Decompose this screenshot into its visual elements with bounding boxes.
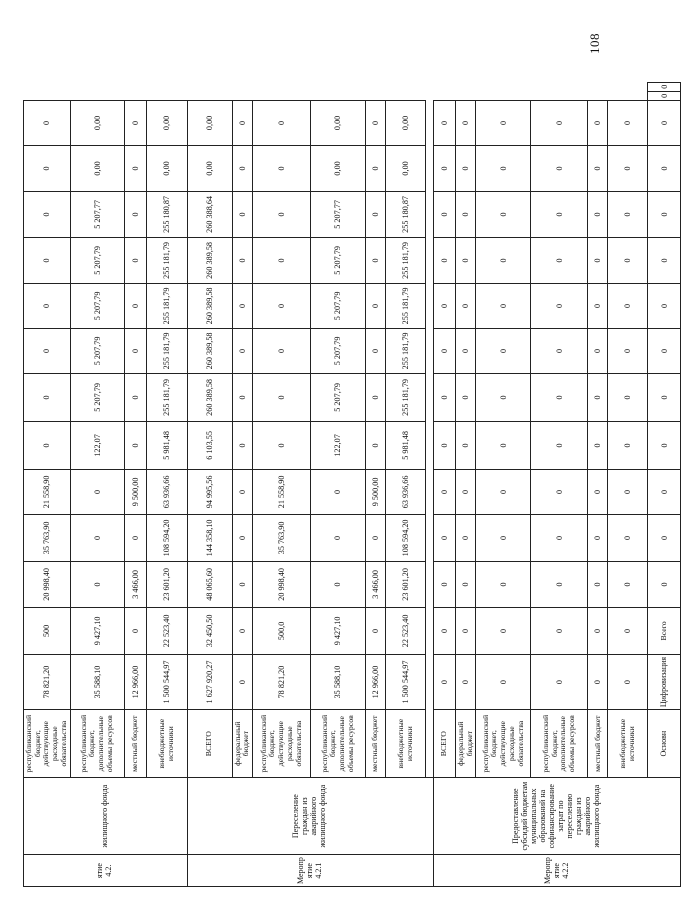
table-row xyxy=(608,82,648,886)
value-cell: 0 xyxy=(648,561,681,607)
value-cell: 0 xyxy=(608,283,648,328)
value-cell: 32 450,50 xyxy=(187,607,232,654)
value-cell: 0 xyxy=(588,561,608,607)
value-cell: 0 xyxy=(456,421,476,469)
value-cell: 0 xyxy=(588,469,608,514)
value-cell: 0 xyxy=(531,237,588,283)
value-cell: 94 995,56 xyxy=(187,469,232,514)
value-cell: 0 xyxy=(648,283,681,328)
label-cell xyxy=(426,100,434,777)
value-cell: 12 966,00 xyxy=(366,654,386,709)
value-cell: 9 427,10 xyxy=(70,607,124,654)
value-cell: 5 981,48 xyxy=(146,421,187,469)
value-cell: 0,00 xyxy=(386,100,426,145)
value-cell: 500,0 xyxy=(253,607,311,654)
value-cell: 0 xyxy=(531,469,588,514)
value-cell: 0 xyxy=(434,373,456,421)
label-cell: Меропр ятие 4.2.2 xyxy=(434,855,681,887)
table-row xyxy=(456,82,476,886)
value-cell: 260 389,58 xyxy=(187,283,232,328)
value-cell: 0 xyxy=(531,607,588,654)
source-cell: федеральный бюджет xyxy=(456,710,476,778)
value-cell: 22 523,40 xyxy=(146,607,187,654)
value-cell: 0 xyxy=(456,328,476,373)
label-cell: жилищного фонда xyxy=(24,778,188,855)
value-cell: 0 xyxy=(232,654,252,709)
value-cell: 23 601,20 xyxy=(146,561,187,607)
value-cell: 255 181,79 xyxy=(386,237,426,283)
value-cell: 0 xyxy=(434,145,456,191)
value-cell: 0 xyxy=(366,237,386,283)
value-cell: 0 xyxy=(476,373,531,421)
value-cell: 0,00 xyxy=(311,145,366,191)
value-cell: 0 xyxy=(434,561,456,607)
value-cell: 0 xyxy=(366,328,386,373)
value-cell: 0 xyxy=(456,100,476,145)
value-cell: 0 xyxy=(456,145,476,191)
value-cell: 0 xyxy=(456,469,476,514)
value-cell: 0 xyxy=(232,561,252,607)
value-cell: 0 xyxy=(253,191,311,237)
budget-table xyxy=(23,82,681,887)
value-cell: 0 xyxy=(648,421,681,469)
value-cell: 0 xyxy=(70,514,124,561)
value-cell: 0 xyxy=(476,607,531,654)
value-cell: 5 207,79 xyxy=(70,328,124,373)
source-cell: республиканский бюджет, дополнительные объемы ресурсов xyxy=(531,710,588,778)
value-cell: 0 xyxy=(648,237,681,283)
label-cell: Переселение граждан из аварийного жилищного фонда xyxy=(187,778,433,855)
value-cell: 0 xyxy=(531,421,588,469)
value-cell: 0 xyxy=(588,283,608,328)
value-cell: 0 xyxy=(311,514,366,561)
value-cell: 0 xyxy=(608,421,648,469)
source-cell: республиканский бюджет, дополнительные объемы ресурсов xyxy=(70,710,124,778)
value-cell: 1 500 544,97 xyxy=(386,654,426,709)
value-cell: 0 xyxy=(311,469,366,514)
value-cell: 0 xyxy=(648,82,681,91)
value-cell: 12 966,00 xyxy=(124,654,146,709)
value-cell: 0 xyxy=(456,283,476,328)
value-cell: 0 xyxy=(588,237,608,283)
value-cell: 0 xyxy=(648,328,681,373)
table-row xyxy=(648,82,681,886)
value-cell: 0 xyxy=(232,100,252,145)
value-cell: 3 466,00 xyxy=(366,561,386,607)
value-cell: 0 xyxy=(232,421,252,469)
value-cell: 0 xyxy=(531,654,588,709)
value-cell: 0 xyxy=(456,191,476,237)
source-cell: местный бюджет xyxy=(124,710,146,778)
value-cell: 0 xyxy=(648,191,681,237)
value-cell: 0 xyxy=(476,283,531,328)
value-cell: 0 xyxy=(366,145,386,191)
value-cell: 9 427,10 xyxy=(311,607,366,654)
value-cell: 48 065,60 xyxy=(187,561,232,607)
value-cell: 5 207,79 xyxy=(311,237,366,283)
value-cell: 0 xyxy=(456,373,476,421)
value-cell: 0 xyxy=(608,328,648,373)
value-cell: 0 xyxy=(124,145,146,191)
value-cell: 255 181,79 xyxy=(146,328,187,373)
value-cell: 255 181,79 xyxy=(386,283,426,328)
value-cell: 0 xyxy=(366,514,386,561)
value-cell: 0 xyxy=(434,421,456,469)
value-cell: 0 xyxy=(608,469,648,514)
value-cell: 0 xyxy=(232,328,252,373)
table-row xyxy=(124,82,146,886)
value-cell: 5 207,79 xyxy=(311,328,366,373)
value-cell: 0 xyxy=(476,328,531,373)
value-cell: 78 821,20 xyxy=(24,654,71,709)
value-cell: 0 xyxy=(24,100,71,145)
table-row xyxy=(70,82,124,886)
value-cell: 35 588,10 xyxy=(70,654,124,709)
value-cell: 0 xyxy=(124,100,146,145)
value-cell: 21 558,90 xyxy=(253,469,311,514)
value-cell: 0 xyxy=(124,373,146,421)
value-cell: 0 xyxy=(588,607,608,654)
value-cell: 0 xyxy=(124,607,146,654)
value-cell: 0 xyxy=(366,421,386,469)
value-cell: 0 xyxy=(232,607,252,654)
label-cell: Основн xyxy=(648,710,681,778)
value-cell: 0 xyxy=(648,373,681,421)
value-cell: 20 998,40 xyxy=(253,561,311,607)
value-cell: 0 xyxy=(588,191,608,237)
value-cell: 0 xyxy=(608,607,648,654)
value-cell: 0,00 xyxy=(311,100,366,145)
value-cell: 63 936,66 xyxy=(146,469,187,514)
value-cell: 0 xyxy=(588,328,608,373)
source-cell: внебюджетные источники xyxy=(386,710,426,778)
value-cell: 0 xyxy=(232,283,252,328)
value-cell: 255 180,87 xyxy=(146,191,187,237)
source-cell: местный бюджет xyxy=(588,710,608,778)
value-cell: 0 xyxy=(456,514,476,561)
value-cell: 63 936,66 xyxy=(386,469,426,514)
value-cell: 0 xyxy=(608,373,648,421)
value-cell: 0 xyxy=(253,145,311,191)
value-cell: 0 xyxy=(608,561,648,607)
source-cell: ВСЕГО xyxy=(434,710,456,778)
value-cell: 260 389,58 xyxy=(187,328,232,373)
value-cell: 0 xyxy=(253,237,311,283)
table-row xyxy=(476,82,531,886)
value-cell: 20 998,40 xyxy=(24,561,71,607)
value-cell: 0 xyxy=(232,514,252,561)
table-body xyxy=(24,82,681,886)
value-cell: 5 207,79 xyxy=(70,373,124,421)
value-cell: 0 xyxy=(124,328,146,373)
value-cell: 144 358,10 xyxy=(187,514,232,561)
value-cell: 0 xyxy=(608,654,648,709)
value-cell: 0 xyxy=(476,654,531,709)
table-row xyxy=(386,82,426,886)
value-cell: 0 xyxy=(531,373,588,421)
value-cell: 255 181,79 xyxy=(386,328,426,373)
value-cell: 0 xyxy=(456,237,476,283)
value-cell: 0 xyxy=(588,145,608,191)
table-row xyxy=(434,82,456,886)
value-cell: 22 523,40 xyxy=(386,607,426,654)
value-cell: 0 xyxy=(366,191,386,237)
source-cell: ВСЕГО xyxy=(187,710,232,778)
value-cell: 0 xyxy=(366,607,386,654)
value-cell: 0 xyxy=(24,191,71,237)
source-cell: республиканский бюджет, дополнительные объемы ресурсов xyxy=(311,710,366,778)
table-row xyxy=(253,82,311,886)
value-cell: 0 xyxy=(24,145,71,191)
value-cell: 0 xyxy=(588,100,608,145)
value-cell: 0 xyxy=(531,145,588,191)
table-row xyxy=(588,82,608,886)
value-cell: 0 xyxy=(311,561,366,607)
value-cell: 0 xyxy=(456,654,476,709)
value-cell: 255 181,79 xyxy=(386,373,426,421)
value-cell: 122,07 xyxy=(70,421,124,469)
value-cell: 0 xyxy=(124,191,146,237)
value-cell: 0 xyxy=(476,100,531,145)
value-cell: 0 xyxy=(608,237,648,283)
value-cell: 0 xyxy=(434,100,456,145)
label-cell: Меропр ятие 4.2.1 xyxy=(187,855,433,887)
value-cell: 0 xyxy=(24,237,71,283)
value-cell: 5 207,79 xyxy=(311,283,366,328)
label-cell: Предоставление субсидий бюджетам муниципальных образований на софинансирование затрат по переселению граждан из аварийного жилищного фонда xyxy=(434,778,681,855)
value-cell: 0 xyxy=(124,237,146,283)
value-cell: 0 xyxy=(531,328,588,373)
value-cell: 0 xyxy=(648,145,681,191)
value-cell: 255 181,79 xyxy=(146,373,187,421)
table-row xyxy=(426,82,434,886)
value-cell: 0 xyxy=(434,469,456,514)
value-cell: 260 389,58 xyxy=(187,237,232,283)
table-row xyxy=(187,82,232,886)
value-cell: 0 xyxy=(253,328,311,373)
value-cell: 0 xyxy=(456,607,476,654)
value-cell: 260 388,64 xyxy=(187,191,232,237)
value-cell: 0 xyxy=(232,237,252,283)
value-cell: 0 xyxy=(608,514,648,561)
value-cell: 9 500,00 xyxy=(366,469,386,514)
value-cell: 0 xyxy=(434,237,456,283)
value-cell: 0,00 xyxy=(386,145,426,191)
page-number: 108 xyxy=(587,33,602,54)
source-cell: федеральный бюджет xyxy=(232,710,252,778)
value-cell: 0 xyxy=(434,654,456,709)
value-cell: 0 xyxy=(24,328,71,373)
value-cell: 0 xyxy=(608,145,648,191)
value-cell: 0 xyxy=(366,283,386,328)
source-cell: республиканский бюджет, действующие расходные обязательства xyxy=(24,710,71,778)
value-cell: 108 594,20 xyxy=(386,514,426,561)
value-cell: 5 207,77 xyxy=(70,191,124,237)
value-cell: 9 500,00 xyxy=(124,469,146,514)
value-cell: 0 xyxy=(232,469,252,514)
value-cell: 5 207,79 xyxy=(70,237,124,283)
value-cell: 0 xyxy=(648,469,681,514)
value-cell: 260 389,58 xyxy=(187,373,232,421)
value-cell: 0,00 xyxy=(70,100,124,145)
value-cell: 5 207,79 xyxy=(311,373,366,421)
value-cell: 0 xyxy=(24,373,71,421)
value-cell: 0 xyxy=(608,191,648,237)
value-cell: 0 xyxy=(124,514,146,561)
value-cell: 6 103,55 xyxy=(187,421,232,469)
value-cell: 1 500 544,97 xyxy=(146,654,187,709)
value-cell: 255 181,79 xyxy=(146,283,187,328)
value-cell: 0 xyxy=(24,421,71,469)
value-cell: 0,00 xyxy=(146,100,187,145)
value-cell: 255 181,79 xyxy=(146,237,187,283)
value-cell: 5 207,79 xyxy=(70,283,124,328)
value-cell: 1 627 920,27 xyxy=(187,654,232,709)
table-row xyxy=(366,82,386,886)
value-cell: 0 xyxy=(253,421,311,469)
label-cell: ятие 4.2. xyxy=(24,855,188,887)
value-cell: 0 xyxy=(366,100,386,145)
value-cell: 5 981,48 xyxy=(386,421,426,469)
value-cell: 0 xyxy=(434,607,456,654)
value-cell: 0 xyxy=(232,191,252,237)
table-row xyxy=(24,82,71,886)
value-cell: 0 xyxy=(434,514,456,561)
table-row xyxy=(531,82,588,886)
table-row xyxy=(146,82,187,886)
value-cell: 0 xyxy=(253,100,311,145)
label-cell: Цифровизация xyxy=(648,654,681,709)
value-cell: 0 xyxy=(531,561,588,607)
value-cell: 0 xyxy=(588,654,608,709)
value-cell: 255 180,87 xyxy=(386,191,426,237)
value-cell: 0 xyxy=(124,283,146,328)
table-row xyxy=(232,82,252,886)
value-cell: 35 763,90 xyxy=(24,514,71,561)
value-cell: 0 xyxy=(588,514,608,561)
value-cell: 0 xyxy=(608,100,648,145)
value-cell: 0 xyxy=(232,373,252,421)
value-cell: 0 xyxy=(253,283,311,328)
value-cell: 0 xyxy=(476,145,531,191)
value-cell: 3 466,00 xyxy=(124,561,146,607)
value-cell: 78 821,20 xyxy=(253,654,311,709)
value-cell: 0 xyxy=(253,373,311,421)
value-cell: 0 xyxy=(434,283,456,328)
source-cell: республиканский бюджет, действующие расходные обязательства xyxy=(476,710,531,778)
value-cell: 35 588,10 xyxy=(311,654,366,709)
source-cell: Всего xyxy=(648,607,681,654)
value-cell: 108 594,20 xyxy=(146,514,187,561)
value-cell: 0 xyxy=(476,469,531,514)
value-cell: 0 xyxy=(588,421,608,469)
value-cell: 0,00 xyxy=(187,100,232,145)
value-cell: 0 xyxy=(366,373,386,421)
value-cell: 0 xyxy=(70,561,124,607)
value-cell: 0 xyxy=(456,561,476,607)
value-cell: 0 xyxy=(531,100,588,145)
value-cell: 23 601,20 xyxy=(386,561,426,607)
value-cell: 0 xyxy=(70,469,124,514)
value-cell: 21 558,90 xyxy=(24,469,71,514)
value-cell: 0,00 xyxy=(70,145,124,191)
value-cell: 0 xyxy=(531,191,588,237)
value-cell: 0 xyxy=(476,514,531,561)
value-cell: 0 xyxy=(476,191,531,237)
value-cell: 0 xyxy=(588,373,608,421)
value-cell: 0 xyxy=(232,145,252,191)
value-cell: 0 xyxy=(434,328,456,373)
value-cell: 0 xyxy=(24,283,71,328)
source-cell: республиканский бюджет, действующие расходные обязательства xyxy=(253,710,311,778)
value-cell: 0 xyxy=(476,237,531,283)
value-cell: 500 xyxy=(24,607,71,654)
value-cell: 0 xyxy=(434,191,456,237)
value-cell: 0,00 xyxy=(187,145,232,191)
value-cell: 0 xyxy=(476,561,531,607)
source-cell: внебюджетные источники xyxy=(608,710,648,778)
value-cell: 5 207,77 xyxy=(311,191,366,237)
value-cell: 0 xyxy=(648,514,681,561)
value-cell: 122,07 xyxy=(311,421,366,469)
table-row xyxy=(311,82,366,886)
value-cell: 35 763,90 xyxy=(253,514,311,561)
value-cell: 0,00 xyxy=(146,145,187,191)
value-cell: 0 xyxy=(476,421,531,469)
value-cell: 0 xyxy=(124,421,146,469)
value-cell: 0 xyxy=(531,514,588,561)
source-cell: внебюджетные источники xyxy=(146,710,187,778)
value-cell: 0 xyxy=(648,91,681,100)
source-cell: местный бюджет xyxy=(366,710,386,778)
value-cell: 0 xyxy=(648,100,681,145)
value-cell: 0 xyxy=(531,283,588,328)
